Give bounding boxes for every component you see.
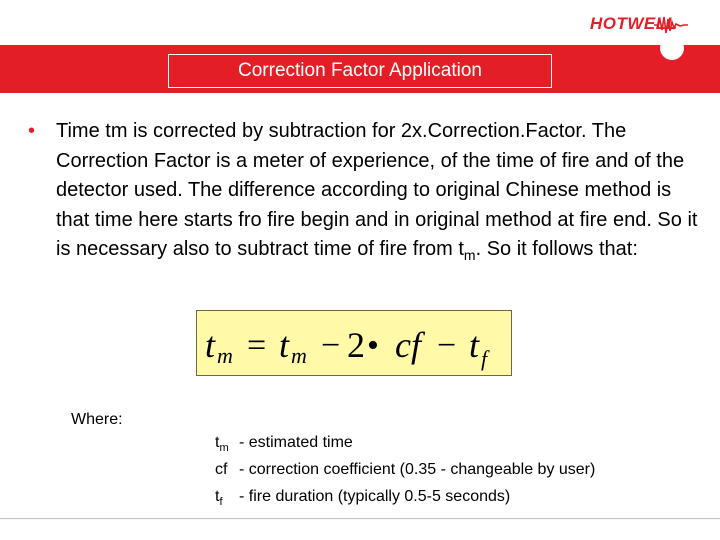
definition-row (215, 432, 595, 459)
definition-desc: - correction coefficient (0.35 - changeable by user) (239, 461, 596, 479)
bullet-subscript: m (463, 247, 476, 263)
logo-text: HOTWELL (590, 14, 678, 33)
definition-desc: - estimated time (239, 434, 353, 451)
definition-row (215, 486, 595, 513)
formula-minus2: − (437, 327, 457, 364)
definition-symbol: $t_m$ (215, 434, 229, 455)
page-title (168, 54, 552, 88)
formula-svg (197, 311, 513, 377)
formula-t1: t (279, 325, 290, 365)
where-label: Where: (71, 411, 123, 428)
formula-t1-sub: m (291, 343, 307, 368)
banner-circle-decoration (660, 36, 684, 60)
bullet-main-text: Time tm is corrected by subtraction for 2x.Correction.Factor. The Correction Factor is a meter of experience, of the time of fire and of the detector used. The difference according to original Chinese method is that time here starts fro fire begin and in original method at fire end. So it is necessary also to subtract time of fire from t (56, 120, 698, 260)
formula-lhs: t (205, 325, 216, 365)
definition-symbol: $t_f$ (215, 488, 223, 509)
bullet-paragraph (28, 117, 698, 271)
bullet-icon: • (28, 120, 36, 142)
bullet-end-text: . So it follows that: (475, 238, 638, 260)
definition-symbol: cf (215, 461, 228, 479)
bullet-text (56, 117, 698, 271)
page-title-text: Correction Factor Application (238, 60, 482, 81)
formula-two: 2 (347, 325, 365, 365)
definitions-list (215, 432, 595, 514)
definition-row (215, 459, 595, 486)
formula-minus1: − (321, 327, 341, 364)
formula-dot: • (367, 327, 379, 364)
formula-box (196, 310, 512, 376)
bottom-divider (0, 518, 720, 519)
formula-t2: t (469, 325, 480, 365)
logo-wave-icon (654, 14, 698, 36)
definition-desc: - fire duration (typically 0.5-5 seconds) (239, 488, 511, 506)
formula-equals: = (247, 327, 267, 364)
formula-t2-sub: f (481, 346, 488, 371)
formula-lhs-sub: m (217, 343, 233, 368)
formula-cf: cf (395, 325, 421, 365)
